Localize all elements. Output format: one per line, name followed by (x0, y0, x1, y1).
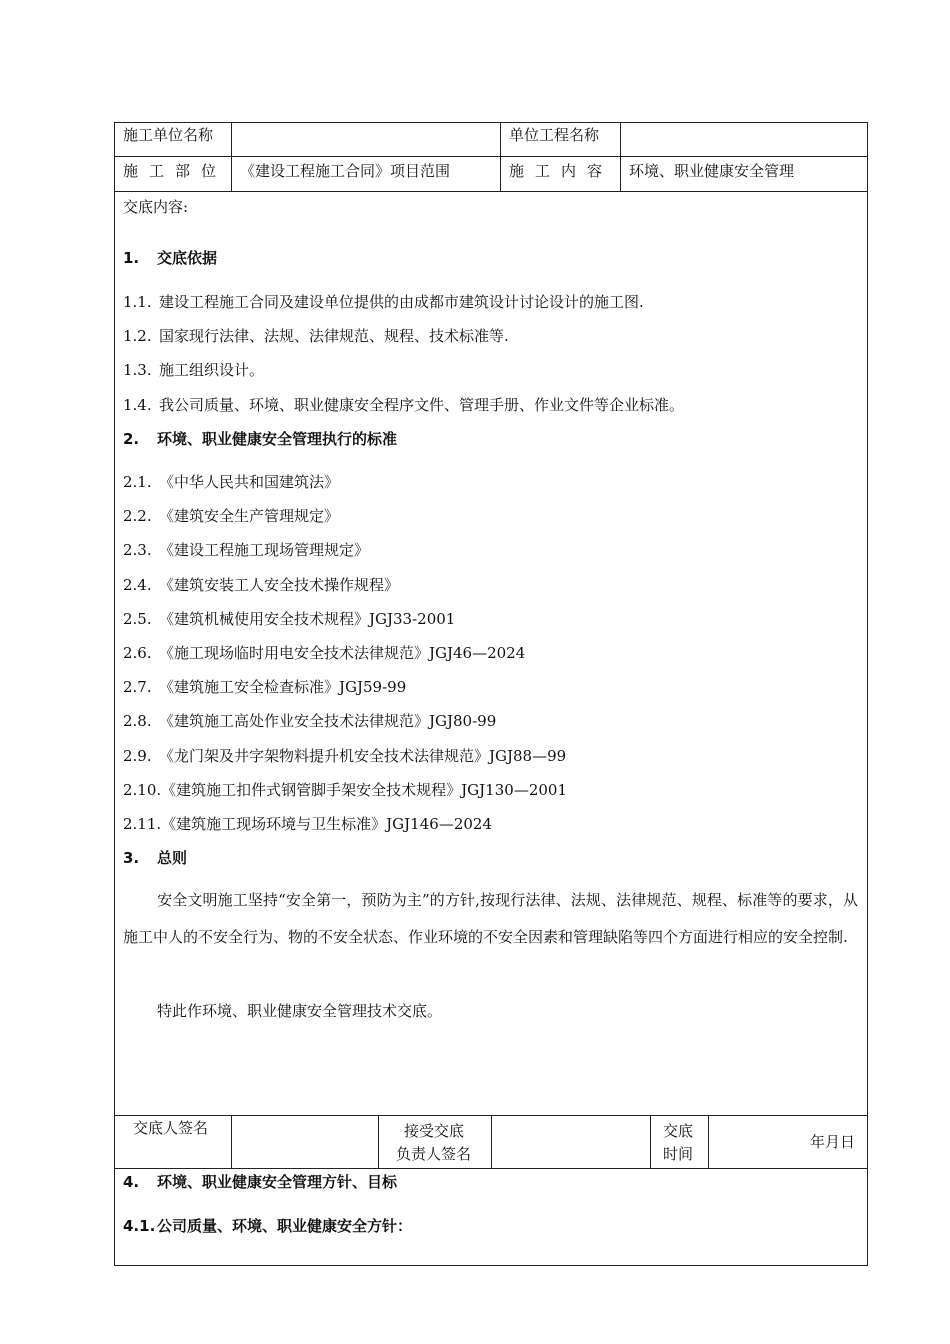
section-4-1-title: 公司质量、环境、职业健康安全方针： (157, 1217, 413, 1235)
closing-statement: 特此作环境、职业健康安全管理技术交底。 (157, 1002, 443, 1020)
signature-col-divider-4 (650, 1115, 651, 1168)
section-4-title: 环境、职业健康安全管理方针、目标 (157, 1173, 398, 1191)
list-item: 2.6. 《施工现场临时用电安全技术法律规范》JGJ46—2024 (123, 644, 526, 662)
time-label-line1: 交底 (663, 1122, 694, 1140)
section-3-heading (123, 848, 187, 868)
section-4-heading (123, 1172, 397, 1192)
general-principle-paragraph: 安全文明施工坚持“安全第一，预防为主”的方针,按现行法律、法规、法律规范、规程、标准等的要求，从施工中人的不安全行为、物的不安全状态、作业环境的不安全因素和管理缺陷等四个方面进行相应的安全控制. (123, 891, 858, 946)
list-item: 1.2. 国家现行法律、法规、法律规范、规程、技术标准等. (123, 327, 509, 345)
section-2-title: 环境、职业健康安全管理执行的标准 (157, 430, 398, 448)
construction-part-value: 《建设工程施工合同》项目范围 (240, 162, 451, 180)
time-label-line2: 时间 (663, 1145, 694, 1163)
section-1-number: 1. (123, 249, 140, 267)
signature-col-divider-5 (708, 1115, 709, 1168)
header-row-divider (114, 156, 868, 157)
section-4-number: 4. (123, 1173, 140, 1191)
receiver-label-line2: 负责人签名 (396, 1145, 472, 1163)
list-item: 2.3. 《建设工程施工现场管理规定》 (123, 541, 370, 559)
signature-col-divider-1 (231, 1115, 232, 1168)
header-col-divider-3 (620, 122, 621, 191)
section-2-number: 2. (123, 430, 140, 448)
list-item: 2.5. 《建筑机械使用安全技术规程》JGJ33-2001 (123, 610, 456, 628)
section-4-1-heading (123, 1216, 412, 1236)
construction-part-label: 施工部位 (123, 162, 228, 180)
list-item: 2.4. 《建筑安装工人安全技术操作规程》 (123, 576, 400, 594)
construction-content-value: 环境、职业健康安全管理 (629, 162, 795, 180)
list-item: 2.2. 《建筑安全生产管理规定》 (123, 507, 340, 525)
unit-name-label: 施工单位名称 (123, 126, 214, 144)
project-name-label: 单位工程名称 (509, 126, 600, 144)
list-item: 2.8. 《建筑施工高处作业安全技术法律规范》JGJ80-99 (123, 712, 497, 730)
section-4-1-number: 4.1. (123, 1217, 156, 1235)
list-item: 2.9. 《龙门架及井字架物料提升机安全技术法律规范》JGJ88—99 (123, 747, 567, 765)
disclosure-date-field[interactable]: 年月日 (810, 1133, 856, 1151)
signature-col-divider-3 (491, 1115, 492, 1168)
section-3-title: 总则 (157, 849, 188, 867)
giver-signature-label: 交底人签名 (133, 1119, 209, 1137)
signature-row-bottom (114, 1168, 868, 1169)
header-col-divider-2 (500, 122, 501, 191)
signature-col-divider-2 (378, 1115, 379, 1168)
list-item: 1.1. 建设工程施工合同及建设单位提供的由成都市建筑设计讨论设计的施工图. (123, 293, 644, 311)
list-item: 2.7. 《建筑施工安全检查标准》JGJ59-99 (123, 678, 407, 696)
construction-content-label: 施工内容 (509, 162, 614, 180)
section-2-heading (123, 429, 397, 449)
section-3-number: 3. (123, 849, 140, 867)
list-item: 1.3. 施工组织设计。 (123, 361, 265, 379)
list-item: 2.10.《建筑施工扣件式钢管脚手架安全技术规程》JGJ130—2001 (123, 781, 567, 799)
section-1-title: 交底依据 (157, 249, 218, 267)
section-1-heading (123, 248, 217, 268)
header-col-divider-1 (231, 122, 232, 191)
list-item: 2.1. 《中华人民共和国建筑法》 (123, 473, 340, 491)
list-item: 2.11.《建筑施工现场环境与卫生标准》JGJ146—2024 (123, 815, 492, 833)
disclosure-intro: 交底内容: (123, 198, 189, 216)
list-item: 1.4. 我公司质量、环境、职业健康安全程序文件、管理手册、作业文件等企业标准。 (123, 396, 685, 414)
header-bottom-divider (114, 191, 868, 192)
receiver-label-line1: 接受交底 (404, 1122, 465, 1140)
